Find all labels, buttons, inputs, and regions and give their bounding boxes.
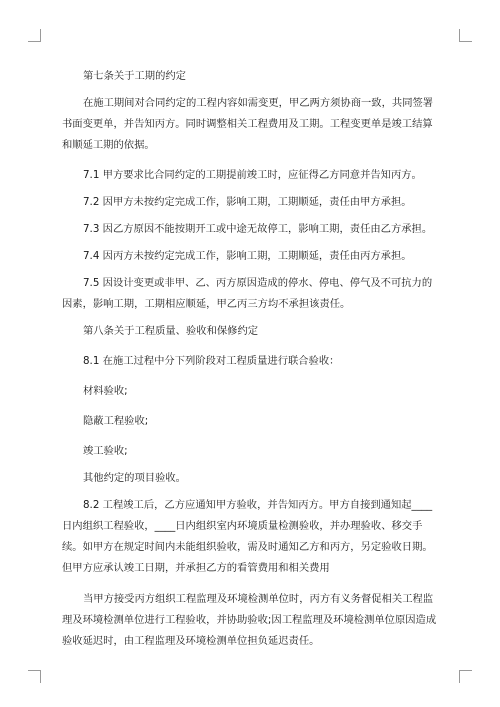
clause-7-5: 7.5 因设计变更或非甲、乙、丙方原因造成的停水、停电、停气及不可抗力的因素，影响工期，工期相应顺延，甲乙丙三方均不承担该责任。	[62, 277, 433, 310]
document-page	[62, 66, 438, 652]
crop-mark-bottom-right	[459, 670, 472, 683]
list-item-material-acceptance: 材料验收;	[83, 385, 128, 397]
section-heading-article-8: 第八条关于工程质量、验收和保修约定	[83, 325, 259, 337]
crop-mark-top-left	[28, 29, 41, 42]
clause-8-1: 8.1 在施工过程中分下列阶段对工程质量进行联合验收：	[83, 355, 340, 367]
clause-7-4: 7.4 因丙方未按约定完成工作，影响工期，工期顺延，责任由丙方承担。	[83, 250, 412, 262]
list-item-other-acceptance: 其他约定的项目验收。	[83, 472, 186, 484]
crop-mark-bottom-left	[28, 670, 41, 683]
clause-7-3: 7.3 因乙方原因不能按期开工或中途无故停工，影响工期，责任由乙方承担。	[83, 223, 433, 235]
clause-7-1: 7.1 甲方要求比合同约定的工期提前竣工时，应征得乙方同意并告知丙方。	[83, 169, 422, 181]
clause-7-2: 7.2 因甲方未按约定完成工作，影响工期，工期顺延，责任由甲方承担。	[83, 196, 412, 208]
crop-mark-top-right	[459, 29, 472, 42]
list-item-completion-acceptance: 竣工验收;	[83, 445, 128, 457]
list-item-concealed-work-acceptance: 隐蔽工程验收;	[83, 415, 149, 427]
section-heading-article-7: 第七条关于工期的约定	[83, 70, 186, 82]
clause-8-2: 8.2 工程竣工后，乙方应通知甲方验收，并告知丙方。甲方自接到通知起____日内组织工程验收，____日内组织室内环境质量检测验收，并办理验收、移交手续。如甲方在规定时间内未能组织验收，需及时通知乙方和丙方，另定验收日期。但甲方应承认竣工日期，并承担乙方的看管费用和相关费用	[62, 499, 433, 574]
paragraph-change-order: 在施工期间对合同约定的工程内容如需变更，甲乙两方须协商一致，共同签署书面变更单，并告知丙方。同时调整相关工程费用及工期。工程变更单是竣工结算和顺延工期的依据。	[62, 97, 434, 151]
paragraph-supervision-acceptance: 当甲方接受丙方组织工程监理及环境检测单位时，丙方有义务督促相关工程监理及环境检测单位进行工程验收，并协助验收;因工程监理及环境检测单位原因造成验收延迟时，由工程监理及环境检测单位担负延迟责任。	[62, 593, 437, 647]
